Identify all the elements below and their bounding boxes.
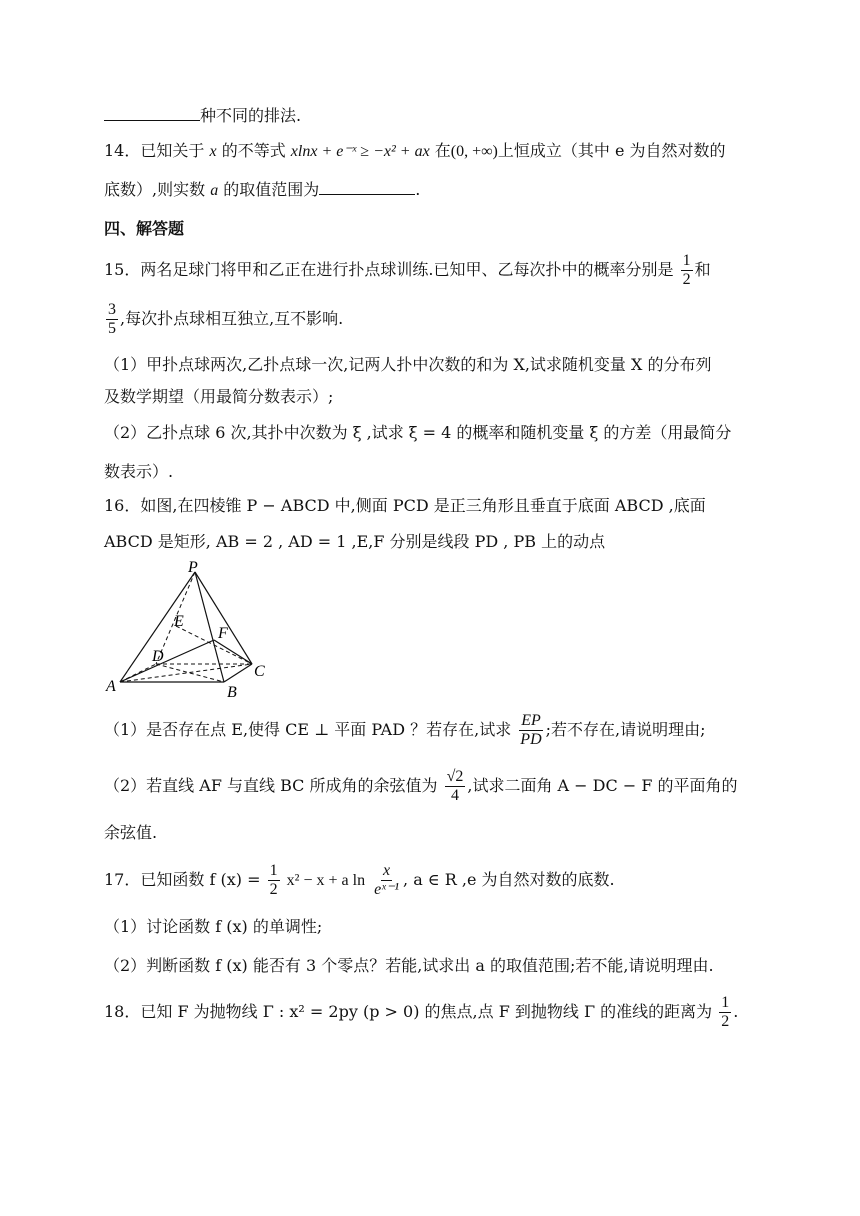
q16-part2 <box>104 764 738 808</box>
label-D: D <box>152 648 164 665</box>
label-A: A <box>106 678 116 695</box>
label-P: P <box>188 560 198 576</box>
q14-var-a: a <box>210 182 219 199</box>
q17-number: 17． <box>104 870 141 889</box>
fraction <box>106 301 118 338</box>
fraction-denominator: 2 <box>682 271 691 288</box>
q14-inequality: xlnx + e⁻ˣ ≥ −x² + ax <box>290 143 430 160</box>
q15-part1-line1: （1）甲扑点球两次,乙扑点球一次,记两人扑中次数的和为 X,试求随机变量 X 的分布列 <box>104 355 712 374</box>
answer-blank <box>319 180 415 195</box>
fraction-numerator: 1 <box>269 862 278 879</box>
q18-number: 18． <box>104 1002 141 1021</box>
q14-text: 上恒成立（其中 e 为自然对数的 <box>497 141 726 160</box>
q15-number: 15． <box>104 260 141 279</box>
q15-part1-line2: 及数学期望（用最简分数表示）; <box>104 387 334 406</box>
q16-line2: ABCD 是矩形, AB = 2 , AD = 1 ,E,F 分别是线段 PD , PB 上的动点 <box>104 532 606 551</box>
q17-expression: x² − x + a ln <box>286 872 366 889</box>
q16-part2-line2: 余弦值. <box>104 823 158 842</box>
q13-tail-text: 种不同的排法. <box>200 106 302 125</box>
q16-line1 <box>104 496 706 516</box>
diagonal-DB <box>156 664 224 682</box>
edge-PC <box>195 572 252 664</box>
fraction-denominator: 4 <box>450 787 459 804</box>
section-heading: 四、解答题 <box>104 219 185 238</box>
q14-number: 14． <box>104 141 141 160</box>
fraction-denominator: 5 <box>108 320 116 337</box>
fraction-denominator: 2 <box>269 881 278 898</box>
q18-text: 已知 F 为抛物线 Γ : x² = 2py (p > 0) 的焦点,点 F 到抛物线 Γ 的准线的距离为 <box>140 1002 713 1021</box>
label-B: B <box>227 684 237 701</box>
fraction <box>445 768 466 805</box>
fraction-numerator: EP <box>521 712 541 729</box>
fraction-numerator: √2 <box>446 768 464 785</box>
fraction <box>372 862 401 899</box>
q15-line1 <box>104 250 711 290</box>
fraction <box>268 862 280 899</box>
q13-tail-line <box>104 106 301 126</box>
q16-part1-text: （1）是否存在点 E,使得 CE ⊥ 平面 PAD ？若存在,试求 <box>104 720 512 739</box>
q14-line2 <box>104 180 420 201</box>
q17-text: , a ∈ R ,e 为自然对数的底数. <box>403 870 615 889</box>
answer-blank <box>104 106 200 121</box>
q14-text: 的不等式 <box>221 141 286 160</box>
q18-line1 <box>104 990 738 1034</box>
q14-text: 的取值范围为 <box>223 180 320 199</box>
fraction-denominator: PD <box>520 731 542 748</box>
q16-part1 <box>104 708 706 752</box>
q14-text: . <box>415 180 421 199</box>
q17-part1: （1）讨论函数 f (x) 的单调性; <box>104 917 323 936</box>
fraction <box>719 994 731 1031</box>
q16-part2-text: ,试求二面角 A − DC − F 的平面角的 <box>467 776 738 795</box>
label-C: C <box>254 663 265 680</box>
fraction-denominator: eˣ⁻¹ <box>374 881 400 898</box>
q14-text: 底数）,则实数 <box>104 180 206 199</box>
q16-part2-text: （2）若直线 AF 与直线 BC 所成角的余弦值为 <box>104 776 438 795</box>
q15-part2-line1: （2）乙扑点球 6 次,其扑中次数为 ξ ,试求 ξ = 4 的概率和随机变量 ξ 的方差（用最简分 <box>104 423 732 442</box>
q17-line1 <box>104 858 615 902</box>
q16-text: 如图,在四棱锥 P − ABCD 中,侧面 PCD 是正三角形且垂直于底面 ABCD ,底面 <box>140 496 706 515</box>
q15-text: ,每次扑点球相互独立,互不影响. <box>120 309 344 328</box>
edge-BC <box>224 664 252 682</box>
fraction-numerator: 1 <box>682 252 691 269</box>
q14-line1 <box>104 141 726 162</box>
q16-part1-text: ;若不存在,请说明理由; <box>545 720 706 739</box>
fraction-denominator: 2 <box>721 1013 730 1030</box>
q15-line2 <box>104 299 343 339</box>
fraction-numerator: x <box>383 862 391 879</box>
fraction-numerator: 3 <box>108 301 116 318</box>
label-E: E <box>174 613 184 630</box>
q15-text: 两名足球门将甲和乙正在进行扑点球训练.已知甲、乙每次扑中的概率分别是 <box>140 260 674 279</box>
q14-interval: (0, +∞) <box>450 143 498 160</box>
fraction <box>518 712 543 749</box>
q17-part2: （2）判断函数 f (x) 能否有 3 个零点？若能,试求出 a 的取值范围;若不能,请说明理由. <box>104 956 714 975</box>
fraction <box>681 252 693 289</box>
segment-FC <box>214 640 252 664</box>
q15-text: 和 <box>694 260 711 279</box>
q14-var-x: x <box>209 143 217 160</box>
pyramid-figure <box>100 560 280 705</box>
q16-number: 16． <box>104 496 141 515</box>
q18-text: . <box>733 1002 739 1021</box>
q14-text: 在 <box>434 141 451 160</box>
q15-part2-line2: 数表示）. <box>104 462 174 481</box>
fraction-numerator: 1 <box>721 994 730 1011</box>
label-F: F <box>218 625 228 642</box>
q14-text: 已知关于 <box>140 141 205 160</box>
q17-text: 已知函数 f (x) = <box>140 870 261 889</box>
